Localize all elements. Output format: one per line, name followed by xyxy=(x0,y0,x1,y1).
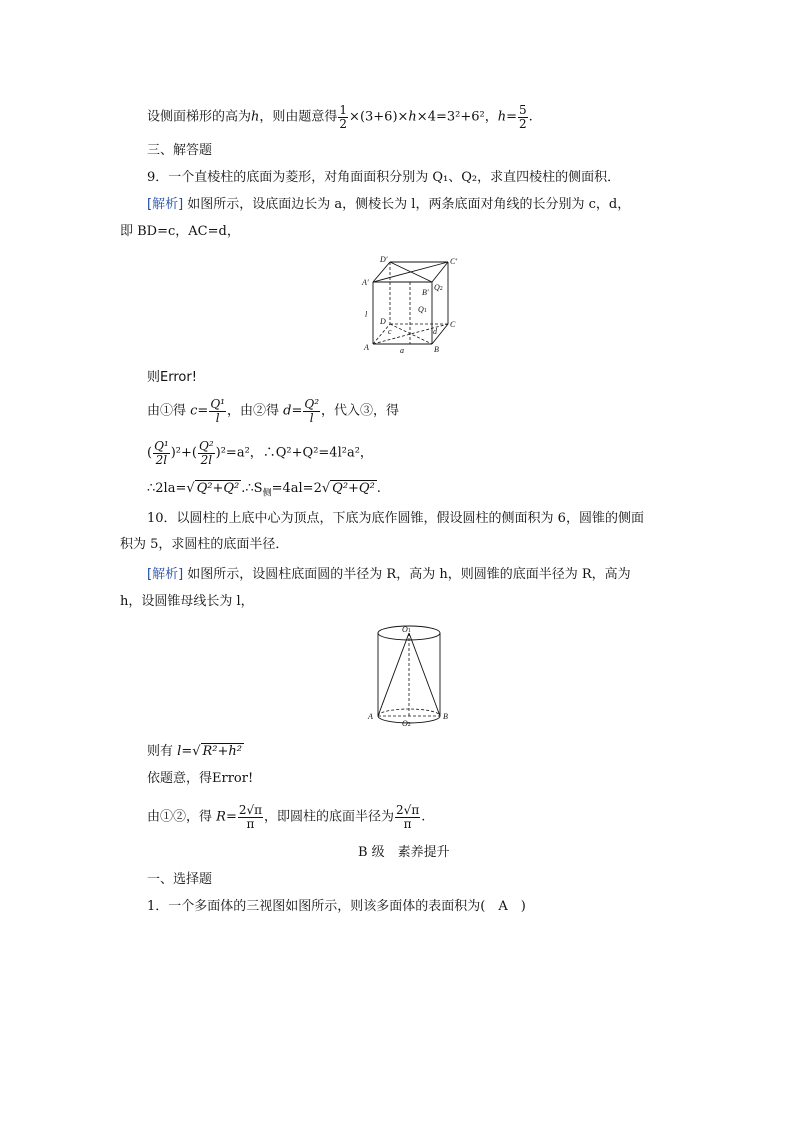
label-a-edge: a xyxy=(400,346,404,355)
fraction: $\frac{2√\pi}{\pi}$ xyxy=(238,803,263,831)
label-b-vertex: B xyxy=(434,345,439,354)
question-1: 1．一个多面体的三视图如图所示，则该多面体的表面积为( A ) xyxy=(147,899,526,914)
label-d-diag: d xyxy=(433,327,437,336)
prism-figure xyxy=(360,252,470,357)
section-heading-answers: 三、解答题 xyxy=(147,143,213,158)
label-a-prime: A′ xyxy=(362,278,369,287)
label-c-prime: C′ xyxy=(450,257,458,266)
level-b-heading: B 级 素养提升 xyxy=(358,845,450,860)
line-trapezoid-height: 设侧面梯形的高为h，则由题意得 $\frac{1}{2}$ ×(3+6)×h×4=3²+6²，h= $\frac{5}{2}$ . xyxy=(147,103,533,131)
question-10-line1: 10．以圆柱的上底中心为顶点，下底为底作圆锥，假设圆柱的侧面积为 6，圆锥的侧面 xyxy=(147,511,644,526)
q10-derivation-line3: 则有 l=√ R²+h² xyxy=(147,744,242,759)
question-10-line2: 积为 5，求圆柱的底面半径． xyxy=(120,537,289,552)
label-b: B xyxy=(443,712,448,721)
fraction: $\frac{\text{Q²}}{l}$ xyxy=(304,397,320,425)
label-q2: Q2 xyxy=(434,283,443,292)
q9-derivation-line4: ( $\frac{\text{Q¹}}{2l}$ )²+( $\frac{\text{Q²}}{2l}$ )²=a²，∴Q²+Q²=4l²a²， xyxy=(147,439,373,467)
q9-error-line: 则Error! xyxy=(147,370,197,385)
q10-solution-line2: h，设圆锥母线长为 l， xyxy=(120,594,254,609)
q9-solution-line2: 即 BD=c，AC=d， xyxy=(120,224,240,239)
label-o1: O1 xyxy=(402,625,411,634)
q10-derivation-line5: 由①②，得 R= $\frac{2√\pi}{\pi}$ ，即圆柱的底面半径为 $\frac{2√\pi}{\pi}$ . xyxy=(147,803,426,831)
cylinder-cone-figure xyxy=(366,620,456,730)
q9-derivation-line3: 由①得 c= $\frac{\text{Q¹}}{l}$ ，由②得 d= $\frac{\text{Q²}}{l}$ ，代入③，得 xyxy=(147,397,400,425)
fraction: $\frac{\text{Q²}}{2l}$ xyxy=(198,439,214,467)
label-a-vertex: A xyxy=(364,343,369,352)
label-o2: O2 xyxy=(402,719,411,728)
q9-derivation-line5: ∴2la=√ Q²+Q² $.\therefore S_侧=4al=2√$ Q²+Q² . xyxy=(147,481,381,499)
label-q1: Q1 xyxy=(418,305,427,314)
label-c-vertex: C xyxy=(450,320,456,329)
label-b-prime: B′ xyxy=(422,288,429,297)
label-d: D xyxy=(380,317,386,326)
fraction: $\frac{\text{Q¹}}{2l}$ xyxy=(154,439,169,467)
analysis-tag: [解析] xyxy=(147,567,184,582)
fraction: $\frac{\text{Q¹}}{l}$ xyxy=(210,397,225,425)
analysis-tag: [解析] xyxy=(147,197,184,212)
fraction: $\frac{2√\pi}{\pi}$ xyxy=(396,803,420,831)
question-9: 9．一个直棱柱的底面为菱形，对角面面积分别为 Q₁、Q₂，求直四棱柱的侧面积． xyxy=(147,170,621,185)
label-c-diag: c xyxy=(388,327,392,336)
label-d-prime: D′ xyxy=(380,255,388,264)
fraction: $\frac{5}{2}$ xyxy=(519,103,527,131)
fraction: $\frac{1}{2}$ xyxy=(339,103,348,131)
section-heading-choice: 一、选择题 xyxy=(147,872,213,887)
q10-solution-line1: [解析] 如图所示，设圆柱底面圆的半径为 R，高为 h，则圆锥的底面半径为 R，高为 xyxy=(147,567,631,582)
q9-solution-line1: [解析] 如图所示，设底面边长为 a，侧棱长为 l，两条底面对角线的长分别为 c，d， xyxy=(147,197,631,212)
label-l: l xyxy=(365,310,368,319)
q10-derivation-line4: 依题意，得Error! xyxy=(147,771,254,786)
label-a: A xyxy=(368,712,373,721)
